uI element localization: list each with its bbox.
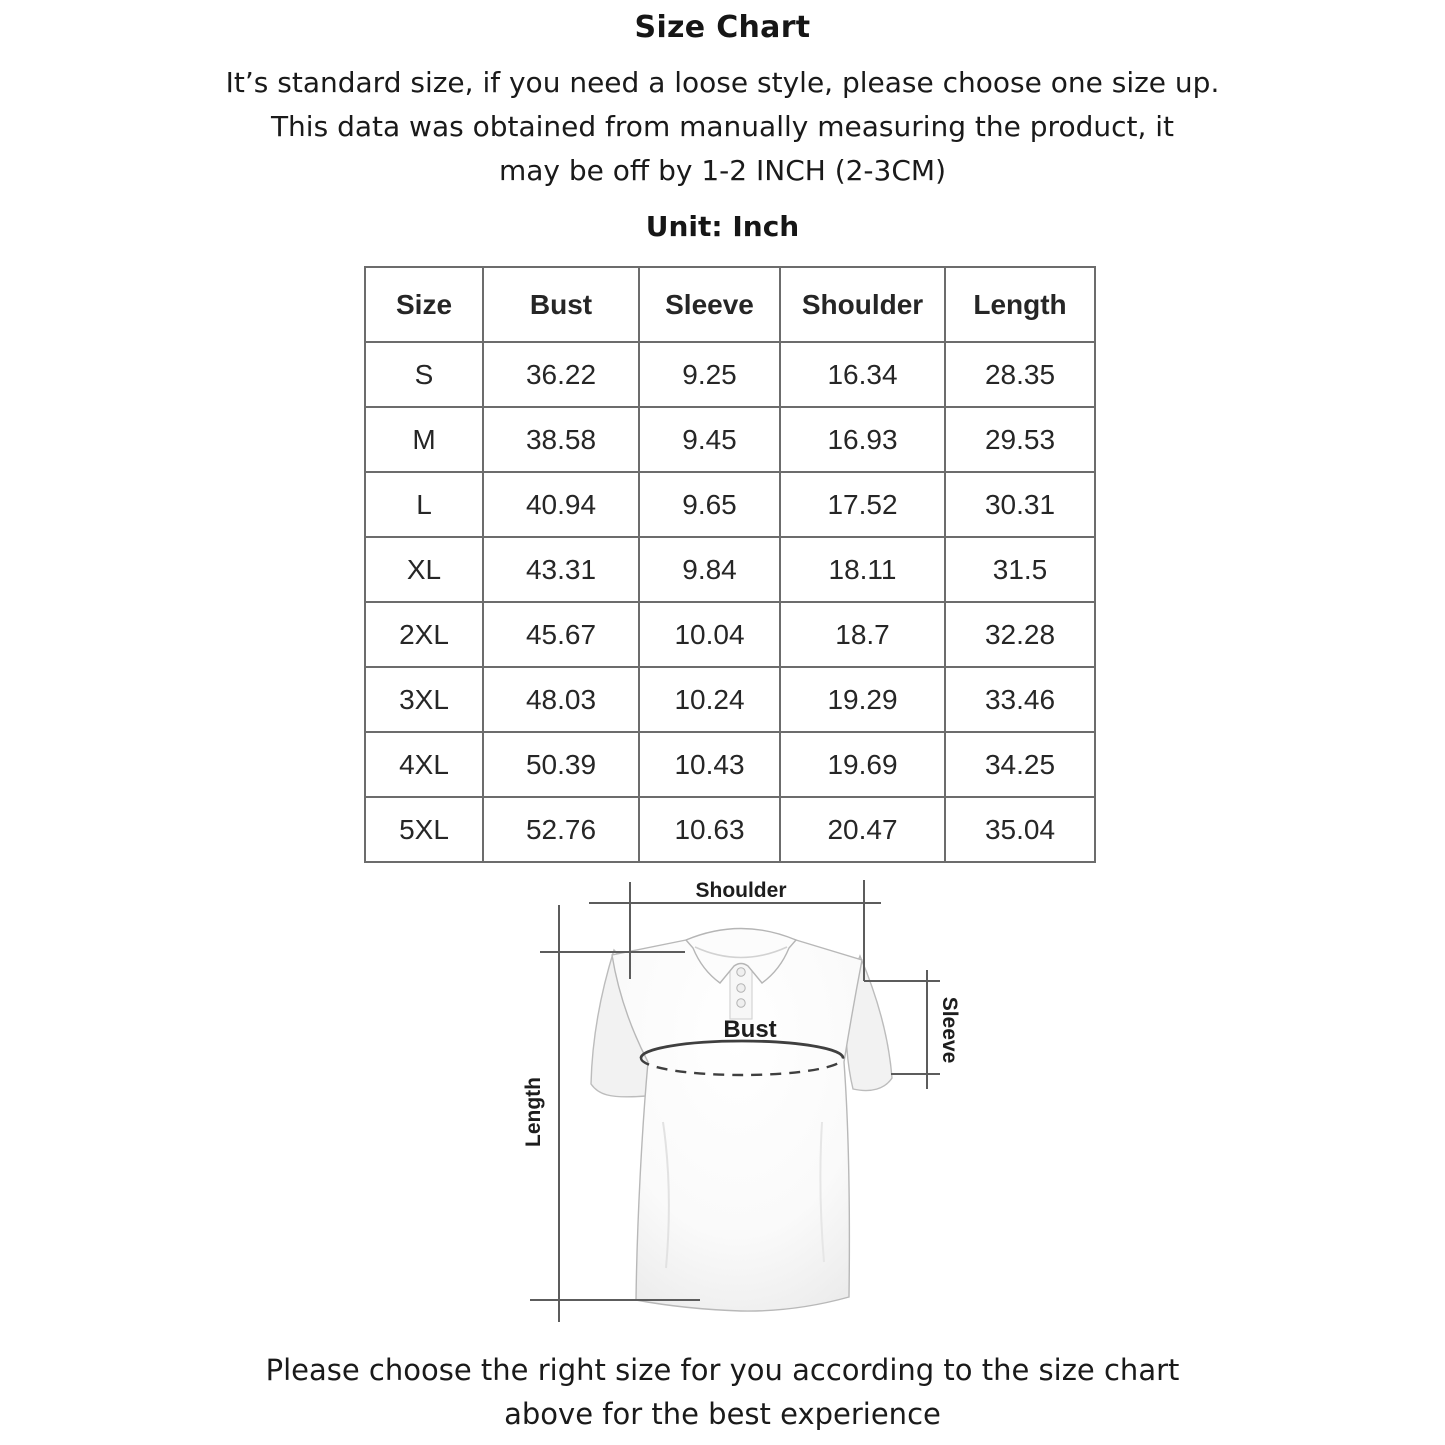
size-cell: S [365, 342, 483, 407]
value-cell: 19.69 [780, 732, 945, 797]
value-cell: 48.03 [483, 667, 639, 732]
column-header-shoulder: Shoulder [780, 267, 945, 342]
footer-note [0, 1348, 1445, 1436]
table-row [365, 537, 1095, 602]
polo-shirt-illustration [591, 929, 892, 1312]
value-cell: 9.84 [639, 537, 780, 602]
value-cell: 45.67 [483, 602, 639, 667]
unit-label: Unit: Inch [645, 210, 800, 243]
size-note-line: may be off by 1-2 INCH (2-3CM) [498, 154, 946, 187]
value-cell: 16.93 [780, 407, 945, 472]
column-header-length: Length [945, 267, 1095, 342]
table-header-row [365, 267, 1095, 342]
value-cell: 16.34 [780, 342, 945, 407]
size-note-line: It’s standard size, if you need a loose style, please choose one size up. [225, 66, 1220, 99]
footer-note-line: Please choose the right size for you according to the size chart [265, 1353, 1180, 1387]
button [737, 984, 745, 992]
value-cell: 10.24 [639, 667, 780, 732]
value-cell: 19.29 [780, 667, 945, 732]
size-cell: M [365, 407, 483, 472]
bust-label: Bust [723, 1016, 777, 1043]
table-row [365, 342, 1095, 407]
column-header-size: Size [365, 267, 483, 342]
value-cell: 40.94 [483, 472, 639, 537]
shoulder-label: Shoulder [695, 879, 787, 902]
size-note [0, 61, 1445, 193]
page-title: Size Chart [634, 10, 811, 45]
table-row [365, 472, 1095, 537]
value-cell: 31.5 [945, 537, 1095, 602]
table-row [365, 667, 1095, 732]
value-cell: 28.35 [945, 342, 1095, 407]
table-row [365, 732, 1095, 797]
size-cell: L [365, 472, 483, 537]
size-cell: XL [365, 537, 483, 602]
column-header-bust: Bust [483, 267, 639, 342]
value-cell: 9.65 [639, 472, 780, 537]
size-cell: 3XL [365, 667, 483, 732]
value-cell: 32.28 [945, 602, 1095, 667]
size-cell: 5XL [365, 797, 483, 862]
length-label: Length [522, 1077, 545, 1147]
value-cell: 18.11 [780, 537, 945, 602]
value-cell: 29.53 [945, 407, 1095, 472]
value-cell: 34.25 [945, 732, 1095, 797]
table-row [365, 797, 1095, 862]
table-row [365, 602, 1095, 667]
column-header-sleeve: Sleeve [639, 267, 780, 342]
value-cell: 10.04 [639, 602, 780, 667]
value-cell: 17.52 [780, 472, 945, 537]
value-cell: 43.31 [483, 537, 639, 602]
size-table-body [365, 342, 1095, 862]
size-cell: 4XL [365, 732, 483, 797]
value-cell: 20.47 [780, 797, 945, 862]
value-cell: 33.46 [945, 667, 1095, 732]
table-row [365, 407, 1095, 472]
value-cell: 52.76 [483, 797, 639, 862]
button [737, 999, 745, 1007]
garment-measurement-diagram [500, 860, 980, 1340]
button [737, 968, 745, 976]
size-note-line: This data was obtained from manually measuring the product, it [270, 110, 1175, 143]
value-cell: 9.25 [639, 342, 780, 407]
size-table [364, 266, 1096, 863]
value-cell: 10.43 [639, 732, 780, 797]
value-cell: 35.04 [945, 797, 1095, 862]
value-cell: 10.63 [639, 797, 780, 862]
value-cell: 9.45 [639, 407, 780, 472]
value-cell: 18.7 [780, 602, 945, 667]
value-cell: 30.31 [945, 472, 1095, 537]
value-cell: 36.22 [483, 342, 639, 407]
value-cell: 38.58 [483, 407, 639, 472]
size-cell: 2XL [365, 602, 483, 667]
footer-note-line: above for the best experience [504, 1397, 941, 1431]
sleeve-label: Sleeve [938, 996, 961, 1064]
value-cell: 50.39 [483, 732, 639, 797]
